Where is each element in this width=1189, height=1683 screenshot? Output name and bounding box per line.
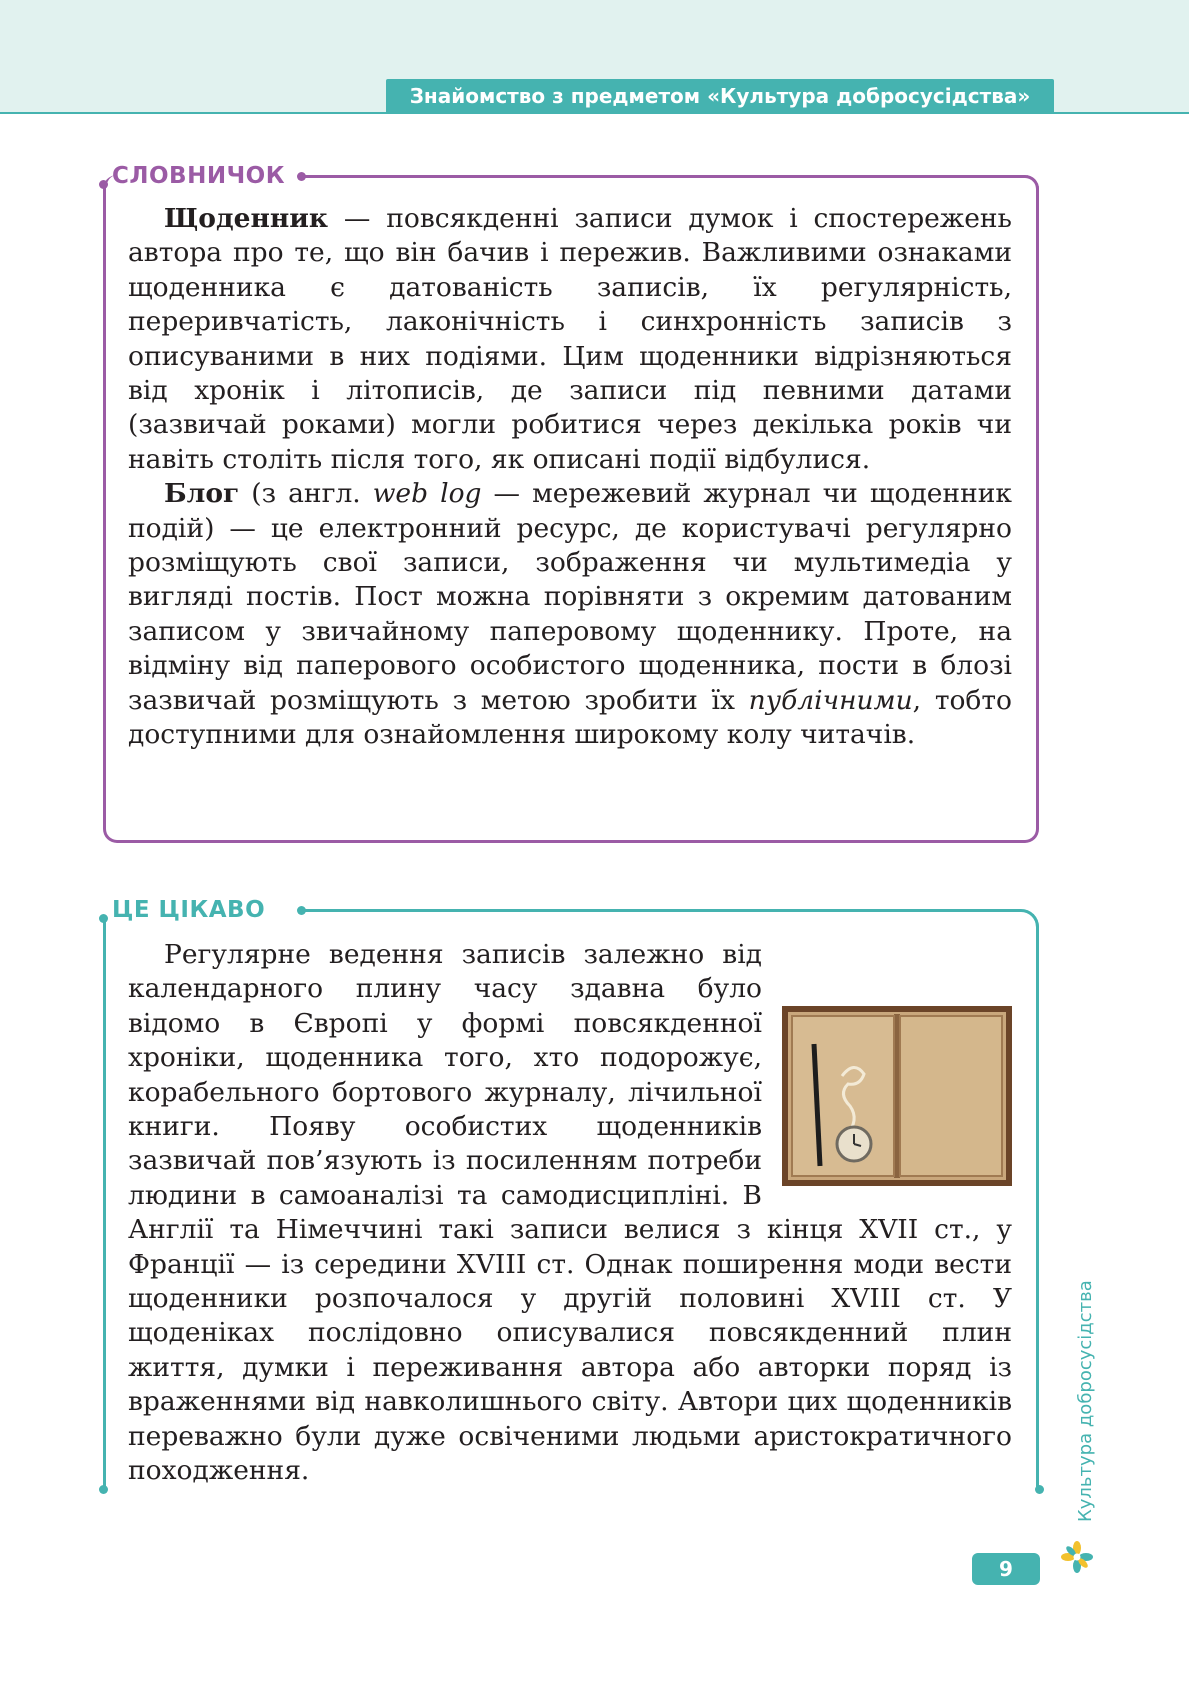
page-number: 9 <box>972 1553 1040 1585</box>
fact-paragraph: Регулярне ведення записів залежно від календарного плину часу здавна було відомо в Європі у формі повсякденної хроніки, щоденника того, хто подорожує, корабельного бортового журналу, лічильної книги. Появу особистих щоденників зазвичай пов’язують із посиленням потреби людини в самоаналізі та самодисципліні. В Англії та Німеччині такі записи велися з кінця XVII ст., у Франції — із середини XVIII ст. Однак поширення моди вести щоденники розпочалося у другій половині XVIII ст. У щоденіках послідовно описувалися повсякденний плин життя, думки і переживання автора або авторки поряд із враженнями від навколишнього світу. Автори цих щоденників переважно були дуже освіченими людьми аристократичного походження. <box>128 939 1012 1487</box>
diary-photo-image <box>782 1006 1012 1186</box>
vocabulary-title: СЛОВНИЧОК <box>112 163 286 189</box>
fact-dot <box>297 906 306 915</box>
fact-box-left-border <box>103 915 106 1489</box>
section-title-tab: Знайомство з предметом «Культура добросусідства» <box>386 79 1054 114</box>
definition-blog-text: — мережевий журнал чи щоденник подій) — це електронний ресурс, де користувачі регулярно розміщують свої записи, зображення чи мультимедіа у вигляді постів. Пост можна порівняти з окремим датованим записом у звичайному паперовому щоденнику. Проте, на відміну від паперового особистого щоденника, пости в блозі зазвичай розміщують з метою зробити їх <box>128 478 1012 716</box>
fact-dot <box>99 1485 108 1494</box>
definition-diary-text: — повсякденні записи думок і спостережень автора про те, що він бачив і пережив. Важливими ознаками щоденника є датованість записів, їх регулярність, переривчатість, лаконічність і синхронність записів з описуваними в них подіями. Цим щоденники відрізняються від хронік і літописів, де записи під певними датами (зазвичай роками) могли робитися через декілька років чи навіть століть після того, як описані події відбулися. <box>128 203 1012 475</box>
side-book-title-text: Культура добросусідства <box>1075 1280 1096 1522</box>
vocabulary-text <box>128 202 1012 753</box>
flower-icon <box>1061 1541 1093 1573</box>
diary-photo <box>782 1006 1012 1186</box>
fact-dot <box>1035 1485 1044 1494</box>
fact-text <box>128 938 1012 1489</box>
definition-blog-text: , тобто доступними для ознайомлення широкому колу читачів. <box>128 684 1013 751</box>
definition-blog-text: (з англ. <box>239 478 373 510</box>
vocabulary-dot <box>297 172 306 181</box>
vocabulary-dot <box>99 180 108 189</box>
vocabulary-box-left-border <box>103 185 106 805</box>
fact-box-top-rule <box>301 909 1020 912</box>
definition-blog-italic: web log <box>372 478 482 510</box>
definition-blog-italic: публічними <box>748 684 913 716</box>
term-blog: Блог <box>164 478 240 510</box>
vocabulary-box-top-rule <box>301 175 1015 178</box>
fact-title: ЦЕ ЦІКАВО <box>112 897 266 923</box>
definition-blog <box>128 477 1012 752</box>
term-diary: Щоденник <box>164 203 329 234</box>
fact-dot <box>99 914 108 923</box>
definition-diary <box>128 202 1012 477</box>
